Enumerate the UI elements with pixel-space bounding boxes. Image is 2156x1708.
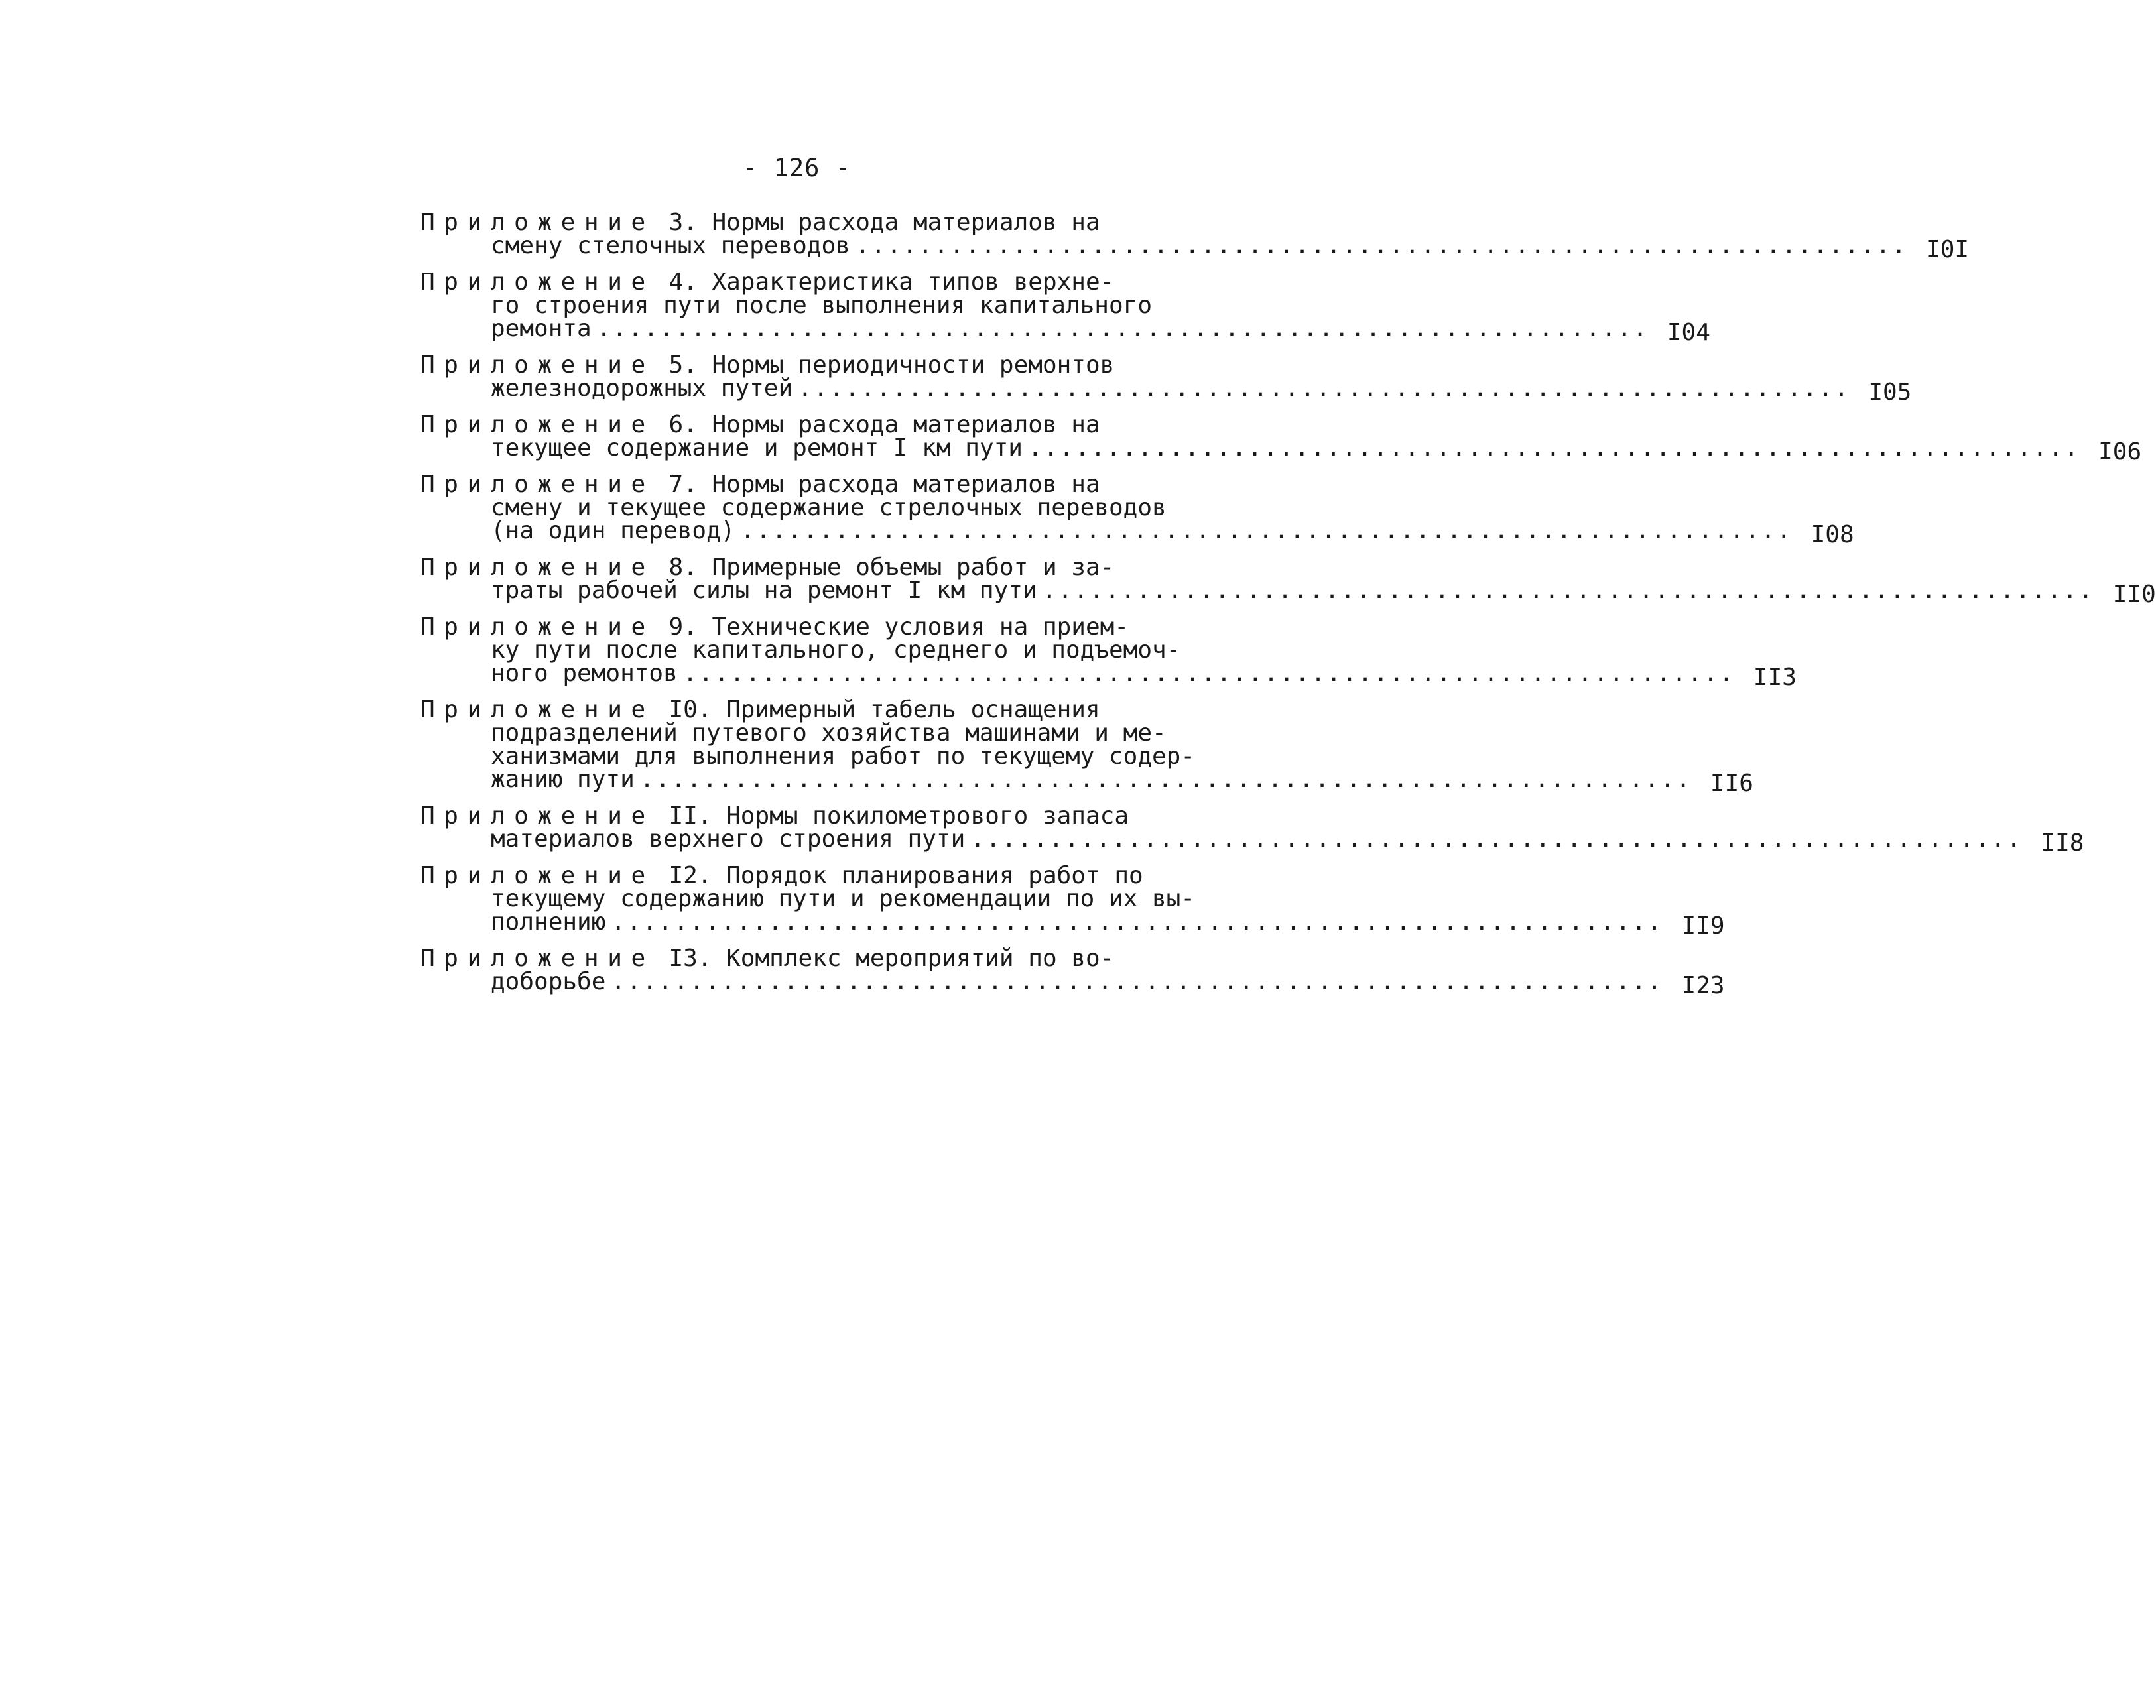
toc-entry-last-line: [420, 660, 1797, 691]
toc-entry-line: траты рабочей силы на ремонт I км пути: [491, 577, 1037, 604]
toc-page-number: I08: [1810, 521, 1854, 548]
toc-entry[interactable]: [420, 945, 1725, 999]
toc-entry-line: доборьбе: [491, 968, 606, 995]
toc-entry-title: 9. Технические условия на прием-: [668, 613, 1129, 640]
toc-entry-title: I2. Порядок планирования работ по: [668, 862, 1143, 889]
toc-entry-last-line: [420, 315, 1710, 346]
toc-entry[interactable]: [420, 471, 1854, 548]
appendix-word: Приложение: [420, 411, 655, 438]
toc-entry-line: ремонта: [491, 315, 592, 342]
toc-entry-last-line: [420, 517, 1854, 548]
toc-entry-line: [420, 615, 1216, 639]
appendix-word: Приложение: [420, 613, 655, 640]
toc-entry-last-line: [420, 577, 2156, 608]
appendix-word: Приложение: [420, 209, 655, 236]
toc-entry[interactable]: [420, 269, 1710, 346]
toc-page-number: II6: [1710, 770, 1753, 797]
toc-page-number: II3: [1753, 664, 1797, 691]
appendix-word: Приложение: [420, 696, 655, 723]
toc-entry-line: жанию пути: [491, 766, 635, 793]
toc-page-number: II8: [2041, 829, 2084, 857]
toc-entry-line: текущему содержанию пути и рекомендации по их вы-: [491, 885, 1196, 912]
dot-leader: ...................................................................: [798, 375, 1850, 402]
toc-entry[interactable]: [420, 351, 1912, 406]
toc-page-number: I04: [1667, 319, 1710, 346]
toc-entry[interactable]: [420, 802, 2084, 857]
toc-entry-line: текущее содержание и ремонт I км пути: [491, 434, 1023, 461]
toc-page-number: I23: [1681, 972, 1725, 999]
toc-entry-line: [420, 864, 1216, 887]
toc-entry-line: [420, 698, 1216, 721]
toc-entry-last-line: [420, 766, 1753, 797]
toc-entry-last-line: [420, 434, 2142, 465]
toc-entry-title: II. Нормы покилометрового запаса: [668, 802, 1129, 829]
toc-entry[interactable]: [420, 554, 2156, 608]
toc-entry-line: го строения пути после выполнения капитального: [491, 292, 1152, 319]
dot-leader: ...................................................................: [639, 766, 1692, 793]
toc-entry-title: 5. Нормы периодичности ремонтов: [668, 351, 1115, 379]
toc-entry[interactable]: [420, 696, 1753, 797]
appendix-word: Приложение: [420, 945, 655, 972]
toc-page-number: II0: [2112, 581, 2156, 608]
toc-entry[interactable]: [420, 862, 1725, 940]
toc-entry-title: 7. Нормы расхода материалов на: [668, 471, 1100, 498]
toc-entry-line: [420, 353, 1216, 377]
dot-leader: ...................................................................: [611, 908, 1663, 936]
toc-entry-title: 6. Нормы расхода материалов на: [668, 411, 1100, 438]
toc-entry-title: 8. Примерные объемы работ и за-: [668, 554, 1115, 581]
toc-entry-line: [420, 947, 1216, 970]
toc-entry-line: ку пути после капитального, среднего и подъемоч-: [491, 637, 1181, 664]
toc-entry-line: [420, 473, 1216, 496]
toc-page-number: II9: [1681, 912, 1725, 940]
toc-entry-line: [420, 804, 1216, 827]
appendix-word: Приложение: [420, 351, 655, 379]
toc-entry-line: полнению: [491, 908, 606, 936]
toc-entry-title: I3. Комплекс мероприятий по во-: [668, 945, 1115, 972]
appendix-word: Приложение: [420, 862, 655, 889]
toc-entry-line: материалов верхнего строения пути: [491, 825, 966, 853]
toc-page-number: I06: [2098, 438, 2142, 465]
toc-page-number: I05: [1868, 379, 1912, 406]
toc-entry-line: подразделений путевого хозяйства машинами и ме-: [491, 719, 1167, 747]
toc-entry-line: ханизмами для выполнения работ по текущему содер-: [491, 743, 1196, 770]
toc-entry[interactable]: [420, 411, 2142, 465]
dot-leader: ...................................................................: [1042, 577, 2094, 604]
toc-entry-last-line: [420, 375, 1912, 406]
dot-leader: ...................................................................: [682, 660, 1735, 687]
toc-entry-line: [420, 413, 1216, 436]
toc-entry-line: ного ремонтов: [491, 660, 678, 687]
dot-leader: ...................................................................: [611, 968, 1663, 995]
table-of-contents: [420, 209, 2156, 1006]
toc-entry-line: смену и текущее содержание стрелочных переводов: [491, 494, 1167, 521]
toc-entry-last-line: [420, 968, 1725, 999]
appendix-word: Приложение: [420, 802, 655, 829]
toc-page-number: I0I: [1926, 236, 1970, 263]
toc-entry-line: смену стелочных переводов: [491, 232, 850, 259]
appendix-word: Приложение: [420, 471, 655, 498]
toc-entry-title: I0. Примерный табель оснащения: [668, 696, 1100, 723]
toc-entry-last-line: [420, 825, 2084, 857]
dot-leader: ...................................................................: [970, 825, 2023, 853]
dot-leader: ...................................................................: [740, 517, 1793, 544]
dot-leader: ...................................................................: [855, 232, 1908, 259]
toc-entry-last-line: [420, 232, 1970, 263]
dot-leader: ...................................................................: [1027, 434, 2080, 461]
toc-entry[interactable]: [420, 209, 1970, 263]
toc-entry[interactable]: [420, 613, 1797, 691]
toc-entry-line: [420, 211, 1216, 234]
toc-entry-title: 3. Нормы расхода материалов на: [668, 209, 1100, 236]
toc-entry-line: железнодорожных путей: [491, 375, 793, 402]
page-number: - 126 -: [743, 154, 851, 182]
toc-entry-line: [420, 271, 1216, 294]
toc-entry-line: (на один перевод): [491, 517, 735, 544]
appendix-word: Приложение: [420, 554, 655, 581]
dot-leader: ...................................................................: [596, 315, 1649, 342]
toc-entry-last-line: [420, 908, 1725, 940]
toc-entry-line: [420, 556, 1216, 579]
appendix-word: Приложение: [420, 269, 655, 296]
toc-entry-title: 4. Характеристика типов верхне-: [668, 269, 1115, 296]
